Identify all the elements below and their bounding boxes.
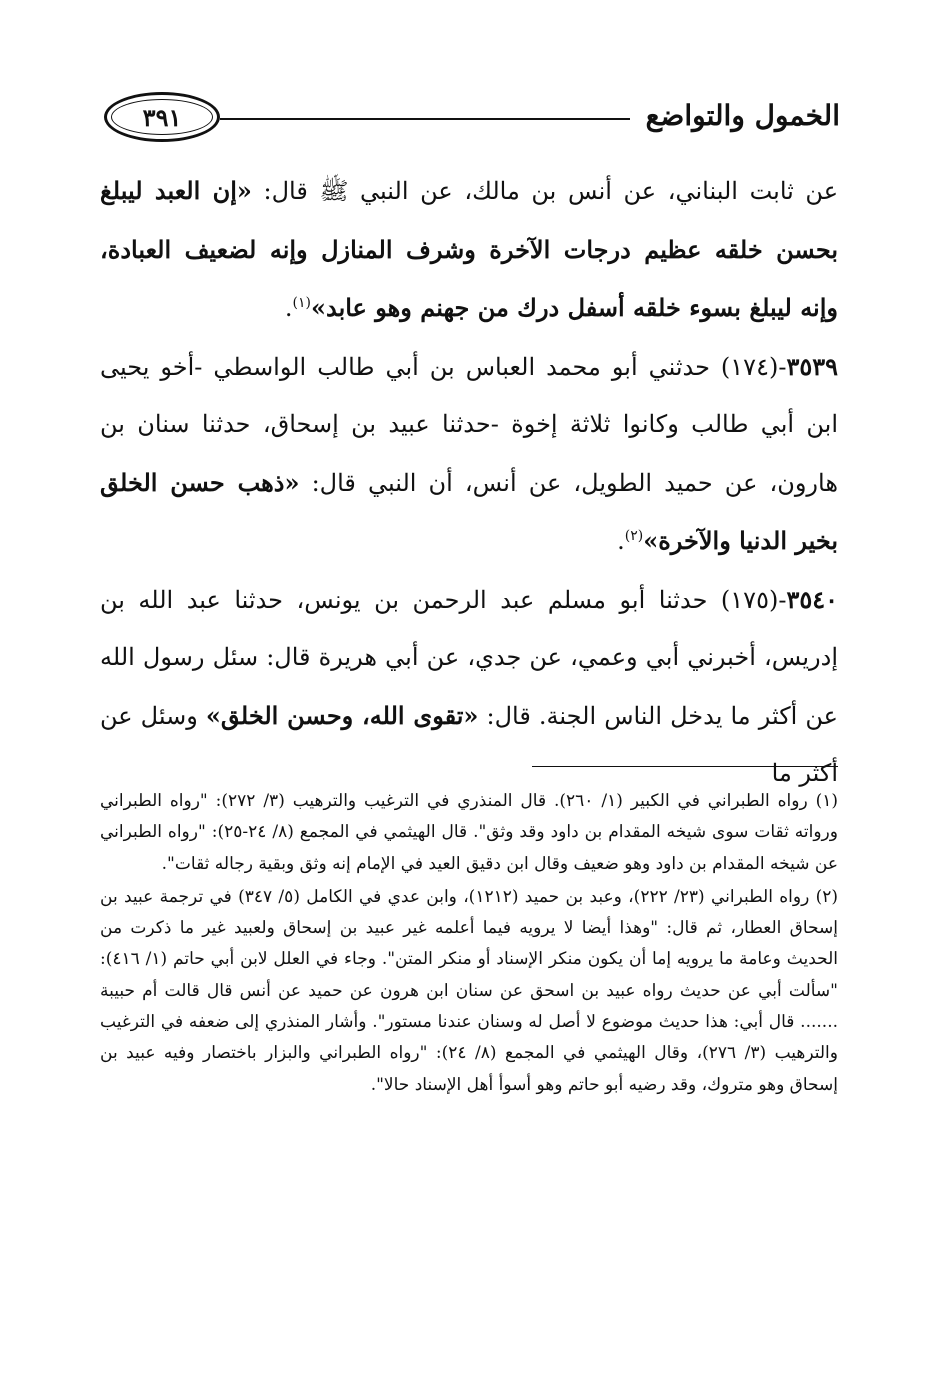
- paragraph-text: وسئل عن أكثر ما: [100, 701, 838, 787]
- page-number-oval: [104, 92, 220, 142]
- page-number: ٣٩١: [142, 102, 182, 132]
- page-header: [104, 92, 840, 148]
- footnote-1: (١) رواه الطبراني في الكبير (١/ ٢٦٠). قال المنذري في الترغيب والترهيب (٣/ ٢٧٢): "رواه الطبراني ورواته ثقات سوى شيخه المقدام بن داود وقد وثق". قال الهيثمي في المجمع (٨/ ٢٤-٢٥): "رواه الطبراني عن شيخه المقدام بن داود وهو ضعيف وقال ابن دقيق العيد في الإمام إنه وثق وبقية رجاله ثقات".: [100, 791, 838, 874]
- chapter-title: الخمول والتواضع: [645, 99, 840, 132]
- header-rule: [220, 118, 630, 120]
- hadith-quote: «إن العبد ليبلغ بحسن خلقه عظيم درجات الآخرة وشرف المنازل وإنه لضعيف العبادة، وإنه ليبلغ بسوء خلقه أسفل درك من جهنم وهو عابد»: [100, 176, 838, 322]
- hadith-number: ٣٥٣٩: [786, 351, 838, 381]
- paragraph-text: -(١٧٤) حدثني أبو محمد العباس بن أبي طالب الواسطي -أخو يحيى ابن أبي طالب وكانوا ثلاثة إخوة -حدثنا عبيد بن إسحاق، حدثنا سنان بن هارون، عن حميد الطويل، عن أنس، أن النبي قال:: [100, 352, 838, 497]
- paragraph-text: عن ثابت البناني، عن أنس بن مالك، عن النبي ﷺ قال:: [251, 177, 839, 205]
- hadith-paragraph: [100, 571, 838, 803]
- paragraph-end: .: [284, 294, 293, 322]
- footnote-ref: (١): [292, 295, 311, 311]
- footnote-separator: [532, 766, 838, 767]
- paragraph-continued: [100, 162, 838, 338]
- main-text: [100, 162, 838, 803]
- hadith-number: ٣٥٤٠: [786, 584, 838, 614]
- paragraph-text: -(١٧٥) حدثنا أبو مسلم عبد الرحمن بن يونس، حدثنا عبد الله بن إدريس، أخبرني أبي وعمي، عن جدي، عن أبي هريرة قال: سئل رسول الله عن أكثر ما يدخل الناس الجنة. قال:: [100, 585, 838, 730]
- hadith-quote: «ذهب حسن الخلق بخير الدنيا والآخرة»: [100, 467, 838, 555]
- footnote-2: (٢) رواه الطبراني (٢٣/ ٢٢٢)، وعبد بن حميد (١٢١٢)، وابن عدي في الكامل (٥/ ٣٤٧) في ترجمة عبيد بن إسحاق العطار، ثم قال: "وهذا أيضا لا يرويه فيما أعلمه غير عبيد بن إسحاق ولعبيد غير ما ذكرت من الحديث وعامة ما يرويه إما أن يكون منكر الإسناد أو منكر المتن". وجاء في العلل لابن أبي حاتم (١/ ٤١٦): "سألت أبي عن حديث رواه عبيد بن اسحق عن سنان ابن هرون عن حميد عن أنس قال قالت أم حبيبة ....... قال أبي: هذا حديث موضوع لا أصل له وسنان عندنا مستور". وأشار المنذري إلى ضعفه في الترغيب والترهيب (٣/ ٢٧٦)، وقال الهيثمي في المجمع (٨/ ٢٤): "رواه الطبراني والبزار باختصار وفيه عبيد بن إسحاق وهو متروك، وقد رضيه أبو حاتم وهو أسوأ أهل الإسناد حالا".: [100, 886, 839, 1095]
- hadith-quote: «تقوى الله، وحسن الخلق»: [205, 700, 479, 730]
- footnote-ref: (٢): [624, 528, 644, 544]
- hadith-paragraph: [100, 338, 838, 571]
- paragraph-end: .: [617, 527, 625, 555]
- footnotes: [100, 786, 838, 1103]
